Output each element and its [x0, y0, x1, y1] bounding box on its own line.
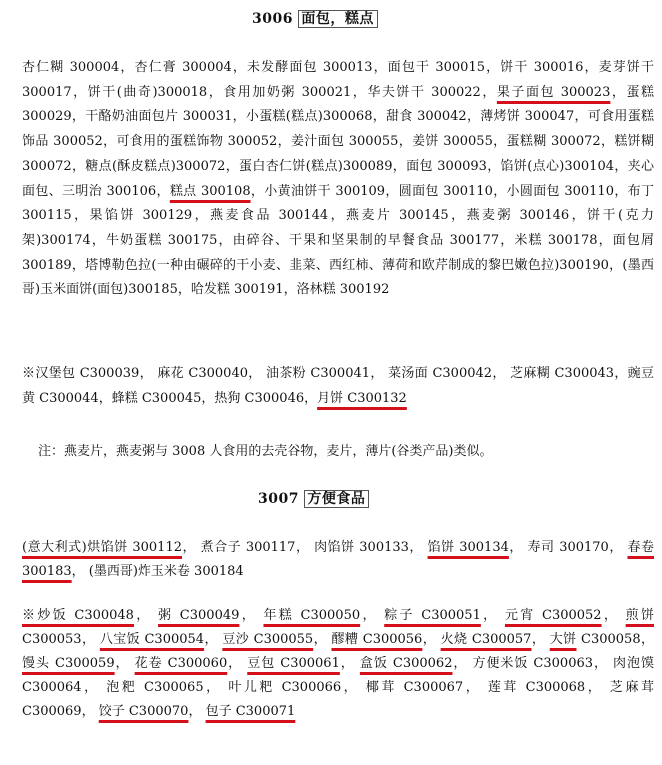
- section-3006-items: [22, 56, 654, 303]
- item-text: ，: [601, 608, 626, 623]
- item-text: ，: [360, 608, 385, 623]
- underlined-item: 饺子 C300070: [98, 704, 189, 719]
- item-text: C300053，: [22, 632, 100, 647]
- section-heading-3006: [252, 8, 378, 28]
- underlined-item: 盒饭 C300062: [359, 656, 453, 671]
- section-code: 3006: [252, 11, 293, 27]
- underlined-item: 馒头 C300059: [22, 656, 115, 671]
- underlined-item: 糕点 300108: [169, 183, 251, 199]
- section-3007-items: [22, 536, 654, 584]
- underlined-item: 馅饼 300134: [427, 540, 509, 555]
- section-3006-note: 注：燕麦片，燕麦粥与 3008 人食用的去壳谷物，麦片，薄片(谷类产品)类似。: [38, 444, 493, 459]
- item-text: ，: [313, 632, 332, 647]
- item-text: ，: [422, 632, 441, 647]
- underlined-item: 豆包 C300061: [247, 656, 340, 671]
- section-heading-3007: [258, 488, 369, 508]
- underlined-item: 花卷 C300060: [134, 656, 228, 671]
- underlined-item: 元宵 C300052: [504, 608, 602, 623]
- item-text: C300058，: [576, 632, 654, 647]
- item-text: ，: [480, 608, 505, 623]
- section-3006-c-items: [22, 362, 654, 411]
- item-text: ， (墨西哥)炸玉米卷 300184: [71, 564, 244, 579]
- item-text: ，: [531, 632, 550, 647]
- underlined-item: 豆沙 C300055: [222, 632, 314, 647]
- underlined-item: 包子 C300071: [205, 704, 296, 719]
- item-text: ，: [188, 704, 206, 719]
- underlined-item: ※炒饭 C300048: [22, 608, 134, 623]
- underlined-item: 粽子 C300051: [384, 608, 481, 623]
- section-title: 面包，糕点: [298, 10, 378, 28]
- underlined-item: 年糕 C300050: [263, 608, 361, 623]
- underlined-item: (意大利式)烘馅饼 300112: [22, 540, 182, 555]
- underlined-item: 粥 C300049: [158, 608, 240, 623]
- item-text: ，: [239, 608, 264, 623]
- item-text: ， 寿司 300170，: [508, 540, 628, 555]
- underlined-item: 火烧 C300057: [440, 632, 532, 647]
- item-text: ，小黄油饼干 300109，圆面包 300110，小圆面包 300110，布丁 300115，果馅饼 300129，燕麦食品 300144，燕麦片 300145，燕麦粥 300146，饼干(克力架)300174，牛奶蛋糕 300175，由碎谷、干果和坚果制的早餐食品 300177，米糕 300178，面包屑 300189，塔博勒色拉(一种由碾碎的干小麦、韭菜、西红柿、薄荷和欧芹制成的黎巴嫩色拉)300190，(墨西哥)玉米面饼(面包)300185，哈发糕 300191，洛林糕 300192: [22, 183, 654, 298]
- underlined-item: 春卷 300183: [22, 540, 654, 579]
- item-text: ，蛋糕 300029，干酪奶油面包片 300031，小蛋糕(糕点)300068，甜食 300042，薄烤饼 300047，可食用蛋糕饰品 300052，可食用的蛋糕饰物 300052，姜汁面包 300055，姜饼 300055，蛋糕糊 300072，糕饼糊 300072，糖点(酥皮糕点)300072，蛋白杏仁饼(糕点)300089，面包 300093，馅饼(点心)300104，夹心面包、三明治 300106，: [22, 84, 654, 199]
- underlined-item: 煎饼: [625, 608, 654, 623]
- item-text: ， 方便米饭 C300063， 肉泡馍 C300064， 泡粑 C300065， 叶儿粑 C300066， 椰茸 C300067， 莲茸 C300068， 芝麻茸 C300069，: [22, 656, 654, 719]
- section-title: 方便食品: [304, 490, 369, 508]
- item-text: ，: [133, 608, 159, 623]
- section-code: 3007: [258, 491, 299, 507]
- item-text: ，: [114, 656, 135, 671]
- underlined-item: 月饼 C300132: [317, 390, 407, 406]
- item-text: ，: [339, 656, 360, 671]
- item-text: ， 煮合子 300117， 肉馅饼 300133，: [182, 540, 428, 555]
- item-text: ※汉堡包 C300039， 麻花 C300040， 油茶粉 C300041， 菜汤面 C300042， 芝麻糊 C300043，豌豆黄 C300044，蜂糕 C300045，热狗 C300046，: [22, 366, 654, 406]
- section-3007-c-items: [22, 604, 654, 724]
- underlined-item: 果子面包 300023: [496, 84, 611, 100]
- item-text: ，: [204, 632, 223, 647]
- item-text: ，: [227, 656, 248, 671]
- underlined-item: 醪糟 C300056: [331, 632, 423, 647]
- underlined-item: 大饼: [549, 632, 577, 647]
- underlined-item: 八宝饭 C300054: [99, 632, 205, 647]
- item-text: 杏仁糊 300004，杏仁膏 300004，未发酵面包 300013，面包干 300015，饼干 300016，麦芽饼干 300017，饼干(曲奇)300018，食用加奶粥 300021，华夫饼干 300022，: [22, 60, 654, 100]
